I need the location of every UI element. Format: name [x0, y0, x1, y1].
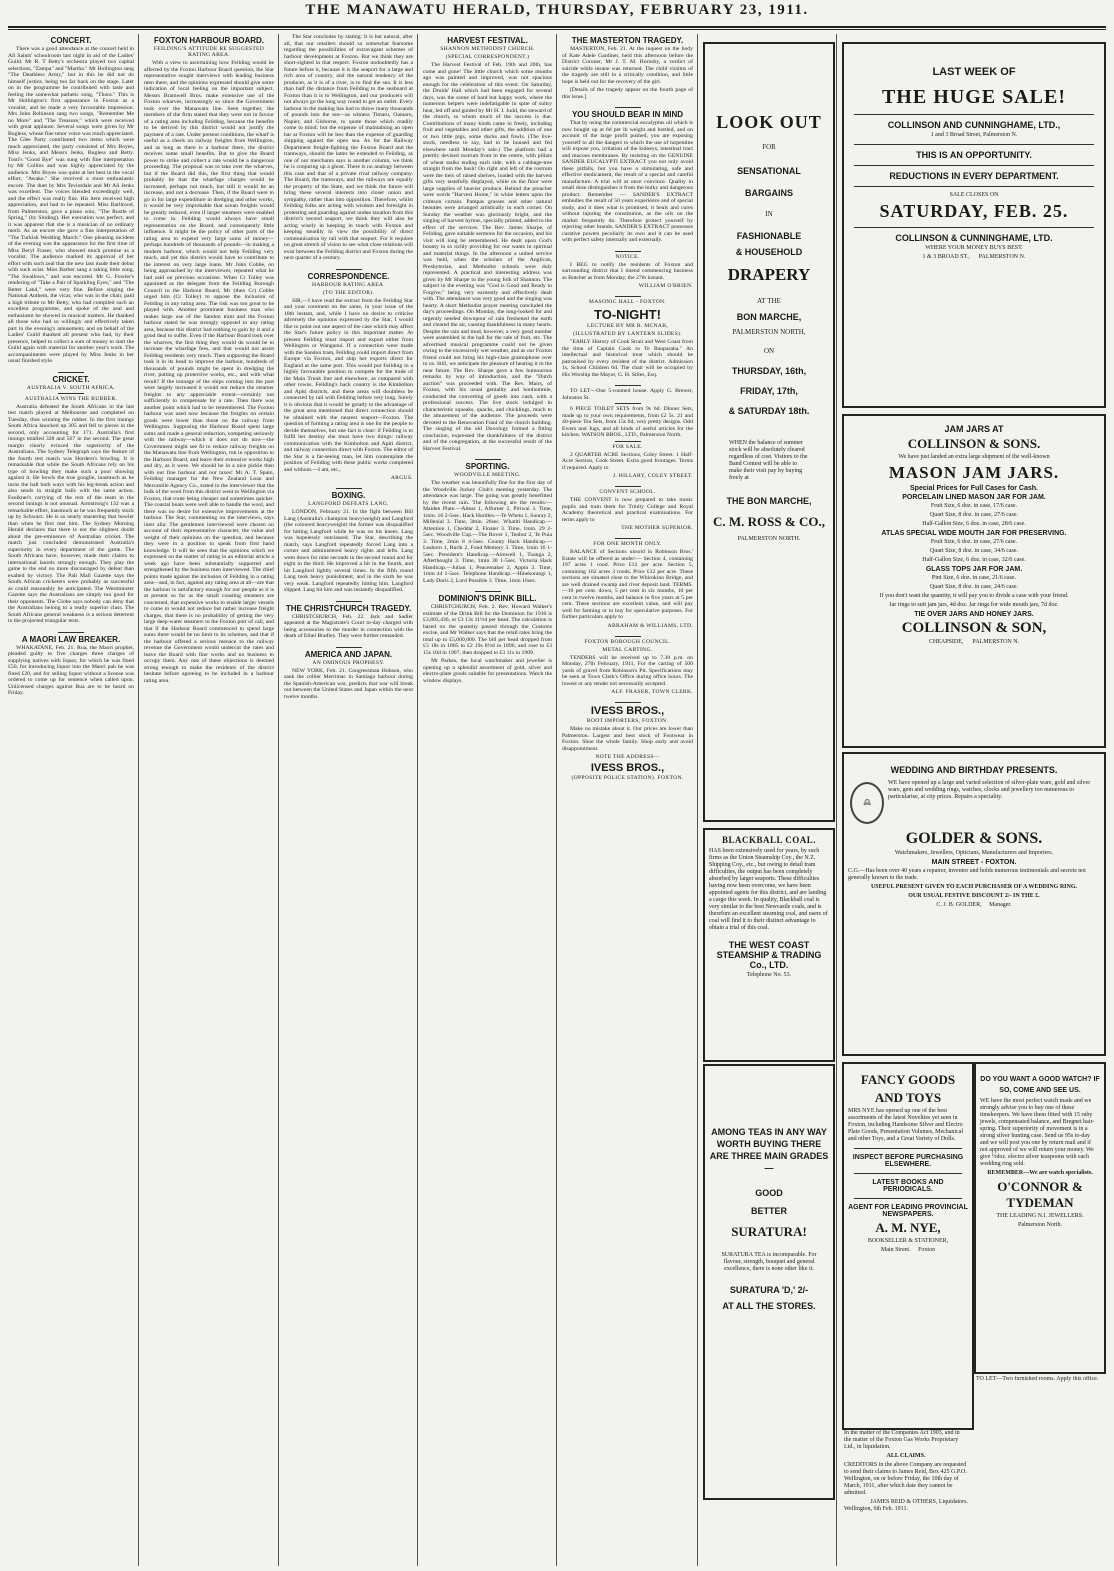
lookout-lines: [705, 143, 833, 416]
separator: [475, 459, 501, 460]
article-body: CHRISTCHURCH, Feb. 22. Jack and Sadler appeared at the Magistrate's Court to-day charged with being accessories to the murder in connection with the death of Ethel Bradley. They were further remanded.: [284, 613, 413, 639]
subheadline: BOOT IMPORTERS, FOXTON.: [586, 718, 669, 724]
separator: [615, 251, 641, 252]
headline: FOXTON HARBOUR BOARD.: [153, 36, 265, 45]
ad-line: TIE OVER JARS AND HONEY JARS.: [914, 611, 1034, 618]
article-body: With a view to ascertaining how Feilding would be affected by the Foxton Harbour Board question, the Star representative sought interviews with leading business men there, and the opinions expressed should give some indication of local feeling on the important subject. Messrs Bramwell Bros. make extensive use of the Foxton wharves, increasingly so since the Government took over the Manawatu line. Seen together, the members of the firm stated that they were not in favour of a rating area including Feilding, because the benefits to be derived by this district would not justify the payment of a rate. Under present conditions, the wharf is useful as a check on railway freights from Wellington, and as long as there is a harbour there, the district receives some small benefits. But to give the Board power to strike and collect a rate would be a dangerous proceeding. The proposal was to take over the wharves, but if the Board did this, the first thing that would probably be that the wharfage charges would be increased, perhaps not much, but still it would be an increase, and not a decrease. Then, if the Board were to go in for large expenditure in dredging and other works, it would be very improbable that ocean freights would be greatly reduced, even if larger steamers were enabled to come in. Feilding would always have small representation on the Board, and consequently little influence. It might be the policy of other parts of the rating area to expend very large sums of money—perhaps hundreds of thousands of pounds—in making a modern harbour, which would not help Feilding very much, and yet this district would have to contribute to the interest on very large loans. Mr John Cobbe, on being approached by the interviewer, repeated what he had said on previous occasions. When Cr Tolley was appointed as the delegate from the Feilding Borough Council to the Harbour Board, Mr (then Cr) Cobbe urged him (Cr Tolley) to oppose the inclusion of Feilding in any rating area. The risk was too great to be played with. Another prominent business man who makes large use of the Sandon tram and the Foxton harbour stated he was strongly opposed to any rating area, because this district had nothing to gain by it and a good deal to suffer. Even if the Harbour Board took over the wharves, the first thing they would do would be to increase the wharfage fees, and that would not assist Feilding residents very much. Then supposing the Board took it in its head to improve the harbour, hundreds of thousands of pounds might be spent in dredging the river, putting up protective works, etc., and with what result? If the tonnage of the ships coming into the port were largely increased it would not reduce the steamer freights to any appreciable extent—certainly not sufficiently to compensate for a rate. Then there was another point which had to be remembered. The Foxton harbour was used now because the freights on certain goods were lower than those on the railway from Wellington. Supposing the Harbour Board spent large sums and made a general reduction, competing seriously with the railway—which it does not do now—the Government might see fit to reduce railway freights on the Manawatu line from Wellington, run in opposition to the Harbour Board, and leave their extensive works high and dry, as it were. We should be in a nice pickle then with our fine harbour and our taxes! Mr A. T. Spain, Feilding manager for the New Zealand Loan and Mercantile Agency Co., stated to the interviewer that the bulk of the wool from this district went to Wellington via Foxton, that route being cheaper and sometimes quicker. The coastal boats were well able to handle the wool, and there was no desire for extensive improvements at the harbour. The Star, commenting on the interviews, says inter alia: The gentlemen interviewed were chosen on account of their representative character, the value and weight of their opinions on the question, and because they were in a position to speak from first hand knowledge. It will be seen that the opinions which we expressed on the matter of rating in an editorial article a week ago have been substantially supported and strengthened by the business men interviewed. The chief points made against the inclusion of Feilding in a rating area—and, in fact, against any rating area at all—are that the harbour is satisfactory enough for our people as it is at present so far as the small coasting steamers are concerned, that expensive works to enable larger vessels to come in would not reduce but rather increase freight charges, that there is no probability of getting the very large deep-water steamers to the Foxton port of call, and that if the Harbour Board commenced to spend large sums there would be no limit to its schemes, and that if the harbour offered a serious menace to the railway revenue the Government would undercut the rates and leave the Board with fine works and no business to occupy them. Any one of these objections is deemed strong enough to make the residents of the district hesitate before agreeing to be included in a harbour rating area.: [144, 60, 274, 684]
notice-title: MASONIC HALL - FOXTON.: [588, 299, 667, 305]
notice-tolet-rooms: [976, 1376, 1100, 1436]
separator: [615, 403, 641, 404]
masthead: THE MANAWATU HERALD, THURSDAY, FEBRUARY 23, 1911.: [305, 2, 809, 18]
ad-line: THIS IS AN OPPORTUNITY.: [916, 150, 1032, 160]
ad-line: BARGAINS: [744, 188, 793, 198]
ad-telephone: Telephone No. 53.: [746, 972, 792, 978]
headline: CRICKET.: [52, 374, 90, 384]
notice-convent: [562, 489, 693, 531]
ad-lookout: [703, 42, 835, 822]
headline: SPORTING.: [465, 462, 510, 471]
notice-butcher: [562, 254, 693, 290]
ad-line: IN: [765, 210, 773, 218]
notice-borough: [562, 639, 693, 696]
ad-line: USEFUL PRESENT GIVEN TO EACH PURCHASER OF A WEDDING RING.: [870, 884, 1078, 890]
article-cricket: [8, 375, 134, 625]
ad-headline: LOOK OUT: [716, 112, 822, 132]
ad-company: THE WEST COAST STEAMSHIP & TRADING Co., LTD.: [716, 940, 822, 970]
ad-line: BON MARCHE,: [736, 312, 802, 322]
ad-headline: BLACKBALL COAL.: [721, 835, 817, 845]
notice-title: CONVENT SCHOOL.: [599, 489, 656, 495]
masthead-rule: [8, 26, 1106, 28]
ad-motto: WHERE YOUR MONEY BUYS BEST.: [925, 245, 1023, 251]
column-rule: [697, 34, 698, 1566]
separator: [58, 372, 84, 373]
price-line: Half-Gallon Size, 6 doz. in case, 32/6 case.: [922, 557, 1026, 563]
ad-line: FRIDAY, 17th,: [740, 386, 798, 396]
divider: [854, 186, 1094, 187]
column-rule: [138, 34, 139, 1566]
divider: [854, 165, 1094, 166]
subheadline: METAL CARTING.: [602, 646, 653, 653]
notice-title: FOXTON BOROUGH COUNCIL.: [584, 638, 671, 645]
article-harvest: [423, 36, 552, 452]
ad-body: AMONG TEAS IN ANY WAY WORTH BUYING THERE ARE THREE MAIN GRADES—: [709, 1127, 829, 1173]
subheadline: (ILLUSTRATED BY LANTERN SLIDES).: [573, 331, 682, 337]
column-5: [562, 34, 693, 1566]
separator: [58, 393, 84, 394]
divider: [854, 114, 1094, 115]
ad-headline: WEDDING AND BIRTHDAY PRESENTS.: [890, 765, 1058, 775]
article-body: That by using the commercial eucalyptus oil which is now bought up at 6d per lb weight and bottled, and on account of the large profit pushed, you are exposing yourself to all the dangers to which the use of turpentine will expose you, irritation of the kidneys, intestinal tract and mucous membranes. By insisting on the GENUINE SANDER EUCALYPTI EXTRACT you not only avoid these pitfalls, but you have a stimulating, safe and effective medicament, the result of a special and careful manufacture. A trial will at once convince. Quality in small dose distinguishes it from the bulky and dangerous product. Remember — SANDER'S EXTRACT embodies the result of 50 years experience and of special study, and it does what is promised, it heals and cures without injuring the constitution, as the oils on the market frequently do. Therefore protect yourself by rejecting other brands. SANDER'S EXTRACT possesses curative powers peculiarly its own and it can be used with perfect safety internally and externally.: [562, 120, 693, 243]
ad-town: Foxton: [918, 1247, 936, 1253]
divider: [854, 1198, 962, 1199]
ad-firm: A. M. NYE,: [875, 1220, 941, 1235]
price-line: Pint Size, 6 doz. in case, 21/6 case.: [931, 575, 1017, 581]
ad-town: PALMERSTON N.: [972, 639, 1020, 645]
divider: [854, 1148, 962, 1149]
subheadline: LANGFORD DEFEATS LANG.: [308, 501, 389, 507]
ad-town: PALMERSTON NORTH.: [737, 536, 801, 542]
ad-line: AT THE: [757, 297, 781, 305]
ad-line: AGENT FOR LEADING PROVINCIAL NEWSPAPERS.: [848, 1204, 968, 1218]
ad-town: Palmerston North.: [1018, 1222, 1062, 1228]
notice-body: 2 QUARTER ACRE Sections, Coley Street. 1 Half-Acre Section, Cook Street. Extra good frontages. Terms if required. Apply to: [562, 451, 693, 471]
divider: [854, 144, 1094, 145]
article-concert: [8, 36, 134, 365]
notice-body: CREDITORS in the above Company are requested to send their claims to James Reid, Box 425 G.P.O. Wellington, on or before Friday, the 10th day of March, 1911, after which date they cannot be admitted.: [844, 1462, 967, 1496]
ad-address: (OPPOSITE POLICE STATION). FOXTON.: [571, 775, 684, 781]
ad-body: Make no mistake about it. Our prices are lower than Palmerston. Largest and best stock of Footwear in Foxton. Shoe the whole family. Shop early and avoid disappointment.: [562, 726, 693, 752]
ad-headline: THE HUGE SALE!: [881, 86, 1067, 108]
ad-grade: GOOD: [755, 1188, 783, 1198]
ad-mason-jars: [842, 414, 1106, 748]
ad-role: Manager.: [989, 902, 1012, 908]
ad-trade: THE LEADING N.I. JEWELLERS.: [996, 1213, 1084, 1219]
signature: J. HILLARY, COLEY STREET.: [612, 473, 693, 479]
price-line: Half-Gallon Size, 6 doz. in case, 28/6 case.: [922, 521, 1026, 527]
subheadline: (TO THE EDITOR).: [322, 289, 375, 296]
ad-line: LATEST BOOKS AND PERIODICALS.: [872, 1179, 944, 1193]
ad-line: FOR: [762, 143, 776, 151]
signature: THE MOTHER SUPERIOR.: [621, 525, 693, 531]
article-body: The Harvest Festival of Feb. 19th and 20th, has come and gone! The little church which some months ago was painted and improved, was not spacious enough for the celebration of this event. On Saturday, the Druids' Hall which had been engaged for several days, was the scene of hard but happy work, where the numerous helpers were indefatigable in spite of sultry heat, led off and guided by Mr H. J. Judd, the steward of the church, to whom much of the success is due. Contributions of many kinds came in freely, including fruit and vegetables and other gifts, the addition of one or two little pigs, some ducks and fowls. (The live-stock, needless to say, had to be housed and fed elsewhere until Monday's sale.) The platform had a prettily devised rostrum front in the centre, with pillars of wheat stalks ending each side, with a cabbage-tree straight from the bush! On right and left of the rostrum were the tiers of raised shelves, loaded with the harvest gifts very tastefully displayed, while on the floor were large supplies of heavier produce. Behind the preacher were words "Harvest Home," in white letters upon the crimson curtain. Pampas grasses and other natural beauties were arranged artistically in each corner. On Sunday the weather was gloriously bright, and the singing of harvest hymns, specially printed, added to the effect of the services. The Rev. James Sharpe, of Feilding, gave suitable sermons for the occasion, and his visit will long be remembered. He dealt upon God's bounty in so richly providing for our wants in spiritual and material things. In the afternoon a united service was held, when the scholars of the Anglican, Presbyterian, and Methodist schools were duly represented. A practical and interesting address was given by Mr Sharpe to the young folk of Shannon. The subject in the evening was "God is Good and Ready to Forgive," being very earnestly and effectively dealt with. The attendance was very good and the singing was hearty. A short Methodist prayer meeting concluded the day's proceedings. On Monday, the long-looked for and urgently needed downpour of rain freshened the earth and cleared the air, causing thankfulness in many hearts. Despite the rain and mud, however, a very good number were assembled in the hall for the sale of fruit, etc. The advertised musical programme could not be given owing to the excessively wet weather, and as our Foxton friend could not bring his high-class gramophone over to us. Still, we anticipate the pleasure of hearing it in the near future. The Rev. Sharpe gave a few humourous remarks by way of introduction, and the "Dutch auction" was proceeded with. The Rev. Mairs, of Foxton, with his usual geniality and bonhommie, conducted the converting of goods into cash, with a professional success. The live stock indulged in characteristic squeaks, quacks, and chicklings, much to the amusement of the audience. The proceeds were devoted to the Renovation Fund of the church building. The singing of the old Doxology formed a fitting conclusion, expressed the thankfulness of the district and of the congregation, at the successful result of the Harvest Festival.: [423, 62, 552, 452]
ad-firm: COLLINSON & SON,: [901, 620, 1047, 636]
subheadline: WOODVILLE MEETING.: [454, 472, 521, 478]
headline: THE MASTERTON TRAGEDY.: [571, 36, 684, 45]
separator: [615, 441, 641, 442]
article-body: There was a good attendance at the concert held in All Saints' schoolroom last night in aid of the Ladies' Guild. Mr R. T Betty's orchestra played two capital selections, "Zampa" and "Martha." Mr Hollington sang "The Deathless Army," but in this he did not do himself justice, being too far back on the stage. Later on in the programme he contributed with taste and feeling the somewhat pathetic song, "Thora." This is Mr Hollington's first appearance in Foxton as a vocalist, and he made a very favourable impression. Mrs John Robinson sang two songs, "Remember Me no More" and "The Treasure," which were received with great applause. Several songs were given by Mr Bugless, whose fine tenor voice was much appreciated. The Glee Party contributed two items which were much appreciated, the party consisted of Mrs Boyes, Miss Jenks, and Messrs Jenks, Bugless and Betty. Tosti's "Good Bye" was sung with fine interpretation by Mr Collins and was highly appreciated by the audience. Mrs Boyes was quite at her best in the vocal effort, "Awake." She received a most enthusiastic encore. The duet by Mrs Teviotdale and Mr Ali Jenks was excellent. The voices blended exceedingly well, and the effect was really fine. His item received high appreciation, and had to be repeated. Miss Barltrood, from Palmerston, gave a piano solo, "The Rustle of Spring," (by Sinding). Her execution was perfect, and it was apparent that she is a musician of no ordinary merit. As an encore she gave a fine interpretation of "The Turkish Wedding March." One pleasing incident of the evening was the appearance for the first time of Miss Beryl Fraser, who showed much promise as a vocalist. The audience marked its approval of her effort with such zeal that the new lass made their debut with such eclat. Miss Barber sang a taking little song, "The Swallows," and was encored. Mr G. Fowler's rendering of "Take a Pair of Sparkling Eyes," and "The Better Land," were very fine. Before singing the National Anthem, the vicar, who was in the chair, paid a high tribute to Mr Betty, who had compiled such an excellent programme, and spoke of the zeal and enthusiasm he showed in musical matters. He thanked all those who had so willingly and effectively taken part in the evening's amusement, and on behalf of the Ladies' Guild thanked all present who had, by their presence, helped to collect a sum of money to start the Guild again with material for another year's work. The accompaniments were played by Miss Jenks in her usual finished style.: [8, 46, 134, 364]
headline: HARVEST FESTIVAL.: [447, 36, 528, 45]
headline: DOMINION'S DRINK BILL.: [438, 594, 537, 603]
ad-address-line: [848, 254, 1100, 261]
separator: [58, 632, 84, 633]
article-body: WHAKATANE, Feb. 21. Rua, the Maori prophet, pleaded guilty to five charges three charges of supplying natives with liquor, for which he was fined £50, for introducing liquor into the Maori pah he was fined £20, and for selling liquor without a license was ordered to come up for sentence when called upon. Unlicensed charges against Rua are to be heard on Friday.: [8, 644, 134, 696]
headline: YOU SHOULD BEAR IN MIND: [571, 110, 684, 119]
price-line: Quart Size, 8 doz. in case, 24/6 case.: [929, 584, 1019, 590]
article-body: The weather was beautifully fine for the first day of the Woodville Jockey Club's meeting yesterday. The attendance was large. The going was greatly benefitted by the recent rain. The following are the results:— Maiden Plate.—Altear 1, Alfurner 2, Piriwai 3. Time, 1min. 16 2-5sec. Hack Hurdles.—Te Whetu 1, Sunray 2, Millenial 3. Time, 3min. 26sec. Whatiti Handicap.—Attention 1, Cheddar 2, Floater 3. Time, 1min. 29 2-5sec. Woodville Cup.—The Rover 1, Tenbur 2, Te Puia 3. Time, 2min 8 4-5sec. County Hack Handicap.—Leahorn 1, Rurik 2, Fond Memory 3. Time, 1min 16 1-5sec. President's Handicap.—Aimwell 1, Toanga 2, Afterthought 3. Time, 1min 30 1-5sec. Victoria Hack Handicap.—Julian 1, Peacemaker 2, Appin 3. Time, 1min 44 1-5sec. Telephone Handicap.—Hinekorangi 1, Lady Doris 2, Lord Possible 3. Time, 1min 16sec.: [423, 480, 552, 584]
ad-grade: BETTER: [751, 1206, 787, 1216]
ad-headline: IVESS BROS.,: [590, 705, 665, 717]
ad-line: ON: [763, 347, 775, 355]
ad-body: WE have opened up a large and varied selection of silver-plate ware, gold and silver ware, gem and wedding rings, watches, clocks and jewellery too numerous to particularise, at city prices. Repairs a speciality.: [888, 780, 1091, 800]
column-1: [8, 34, 134, 1566]
article-body: SIR,—I have read the extract from the Feilding Star and your comment on the same, in your issue of the 18th instant, and, while I have no desire to criticise adversely the opinions expressed by the Star, I would like to point out one aspect of the case which may affect the Star's future policy in this important matter. At present Feilding must import and export either from Wellington or Wanganui. If a connection were made with the Sandon tram, Feilding could import direct from Europe via Foxton, and ship her exports direct for England at the same port. This would put Feilding in a highly favourable position to compete for the trade of the Main Trunk line and elsewhere, as compared with other towns. Feilding's back country is the Kimbolton and Apiti districts, and these areas will doubtless be connected by rail with Feilding before very long. Surely it is obvious that it would be greatly to the advantage of the great area mentioned that direct connection should be obtained with the nearest seaport—Foxton. The question of forming a rating area is one for the people to decide themselves, but one fact is clear: if Feilding is to fulfil her destiny she must have two things: railway communication with the Kimbolton and Apiti district, and railway connection direct with Foxton. The editor of the Star is a far-seeing man, let him contemplate the position of Feilding with these public works completed and without.—I am, etc.,: [284, 297, 413, 473]
price-line: Fruit Size, 6 doz. in case, 17/6 case.: [930, 503, 1018, 509]
article-body: CHRISTCHURCH, Feb. 2. Rev. Howard Walker's estimate of the Drink Bill for the Dominion for 1910 is £3,803,436, or £3 13s 11½d per head. The calculation is based on the quantity passed through the Customs excise, and Mr Walker says that the retail rates bring the total up to £5,000,000. The bill per head dropped from £3 18s in 1885 to £2 19s 8½d in 1896, and rose to £3 15s 10d in 1907, then dropped to £3 11s in 1909.: [423, 604, 552, 656]
signature: WILLIAM O'BRIEN.: [638, 283, 693, 289]
separator: [615, 107, 641, 108]
ad-golder: [842, 752, 1106, 1056]
ad-line: THURSDAY, 16th,: [731, 366, 807, 376]
ad-signature-line: [848, 902, 1100, 909]
subheadline: AUSTRALIA V. SOUTH AFRICA.: [26, 384, 116, 391]
ad-line: If you don't want the quantity, it will pay you to divide a case with your friend.: [879, 593, 1069, 599]
ad-line: INSPECT BEFORE PURCHASING ELSEWHERE.: [852, 1154, 964, 1168]
ad-line: FASHIONABLE: [736, 231, 802, 241]
separator: [475, 591, 501, 592]
ad-line: ATLAS SPECIAL WIDE MOUTH JAR FOR PRESERVING.: [881, 530, 1067, 537]
ad-line: We have just landed an extra large shipment of the well-known: [898, 454, 1050, 460]
ad-shop: THE BON MARCHE,: [726, 496, 812, 506]
ad-line: JAM JARS AT: [944, 424, 1004, 434]
article-body: LONDON, February 21. In the fight between Bill Lang (Australia's champion heavyweight) and Langford (the coloured heavyweight) the former was disqualified for hitting Langford while he was on his knees. Lang was hopelessly outclassed. The Star, describing the match, says Langford repeatedly forced Lang into a corner and administered heavy rights and lefts. Lang went down for nine seconds in the second round and for eight in the third. He improved a bit in the fourth, and hit Langford lightly several times. In the fifth round Lang took heavy punishment, and in the sixth he was very weak. Langford repeatedly hitting him. Langford slipped. Lang hit him and was instantly disqualified.: [284, 509, 413, 593]
ad-body: MRS NYE has opened up one of the best assortments of the latest Novelties yet seen in Foxton, including Handsome Silver and Electro Plate Goods, Presentation Volumes, Mechanical and other Toys, and a Great Variety of Dolls.: [848, 1108, 964, 1142]
article-note: [Details of the tragedy appear on the fourth page of this issue.]: [562, 87, 693, 100]
golder-body-row: [850, 778, 1098, 828]
article-drink-bill: [423, 594, 552, 684]
separator: [336, 488, 362, 489]
ad-line: OUR USUAL FESTIVE DISCOUNT 2/- IN THE £.: [908, 893, 1040, 899]
ad-town: PALMERSTON N.: [978, 254, 1026, 260]
ad-headline: MASON JAM JARS.: [888, 463, 1060, 482]
notice-masonic: [562, 299, 693, 378]
notice-for-sale: [562, 444, 693, 480]
headline: CONCERT.: [50, 36, 92, 45]
ad-headline: IVESS BROS.,: [590, 762, 665, 774]
ad-firm: COLLINSON AND CUNNINGHAME, LTD.,: [887, 120, 1061, 130]
article-body: NEW YORK, Feb. 21. Congressman Hobson, who sank the collier Merrimac in Santiago harbour during the Spanish-American war, predicts that war will break out between the United States and Japan within the next twelve months.: [284, 667, 413, 700]
column-4: [423, 34, 552, 1566]
ad-firm: O'CONNOR & TYDEMAN: [997, 1179, 1083, 1210]
subheadline: AN OMINOUS PROPHESY.: [312, 659, 385, 666]
article-boxing: [284, 491, 413, 594]
ad-firm: COLLINSON & CUNNINGHAME, LTD.: [895, 233, 1053, 243]
notice-gasworks: [844, 1430, 968, 1566]
ad-line: SALE CLOSES ON: [949, 192, 999, 198]
notice-body: In the matter of the Companies Act 1903, and in the matter of the Foxton Gas Works Proprietary Ltd., in liquidation.: [844, 1430, 960, 1450]
notice-toilet-sets: 6 PIECE TOILET SETS from 9s 6d. Dinner Sets, made up to your own requirements, from £2 5s. 21 and 40-piece Tea Sets, from 15s 6d, very pretty designs. Odd Ewers and Jugs, and all kinds of useful articles for the kitchen. WATSON BROS., LTD., Palmerston North.: [562, 406, 693, 438]
ad-line: REDUCTIONS IN EVERY DEPARTMENT.: [889, 171, 1059, 181]
ad-address: MAIN STREET - FOXTON.: [931, 859, 1017, 866]
article-masterton: [562, 36, 693, 100]
ad-shop: C. M. ROSS & CO.,: [713, 514, 825, 529]
column-rule: [278, 34, 279, 1566]
column-rule: [556, 34, 557, 1566]
signature: JAMES REID & OTHERS, Liquidators.: [870, 1499, 968, 1505]
ad-headline: FANCY GOODS: [860, 1072, 956, 1087]
article-body: Mr Parkes, the local watchmaker and jeweller is opening up a splendid assortment of gold, silver and electro-plate goods suitable for presentations. Watch the window displays.: [423, 658, 552, 684]
headline: AMERICA AND JAPAN.: [304, 649, 393, 659]
ad-headline: AND TOYS: [874, 1090, 942, 1105]
ad-line: & HOUSEHOLD: [735, 247, 803, 257]
ad-line: REMEMBER—We are watch specialists.: [987, 1170, 1093, 1176]
signature: ALF. FRASER, TOWN CLERK.: [611, 689, 693, 695]
ad-address-line: [848, 639, 1100, 646]
notice-body: TO LET—Two furnished rooms. Apply this office.: [976, 1376, 1099, 1382]
column-2: [144, 34, 274, 1566]
subheadline: LECTURE BY MR R. MCNAB,: [587, 323, 668, 329]
ad-stores: AT ALL THE STORES.: [722, 1301, 816, 1311]
separator: [615, 538, 641, 539]
notice-body: BALANCE of Sections unsold in Robinson Bros.' Estate will be offered as under:— Section 4, containing 197 acres 1 rood. Price £12 per acre. Section 5, containing 162 acres 3 roods. Price £12 per acre. These sections are situated close to the Whirokino Bridge, and are well drained swamp and river deposit land. TERMS.—10 per cent. down, 5 per cent in six months, 10 per cent in twelve months, and balance in five years at 5 per cent. These sections are excellent value, and will pay well for farming or to buy for speculative purposes. For further particulars apply to: [562, 549, 693, 620]
ad-body: WE have the most perfect watch made and we strongly advise you to buy one of these timekeepers. We have them fitted with 15 ruby jewels, compensated balance, and Bregnet hair-spring. Their superiority of movement is in a strong silver hunting case. Send us 95s to-day and we will post you one by return mail and if not approved of we will return your money. We give ½doz. electro silver teaspoons with each wedding ring sold.: [980, 1098, 1095, 1167]
subheadline: (SPECIAL CORRESPONDENT.): [445, 54, 530, 60]
article-sporting: [423, 462, 552, 584]
notice-title: FOR SALE.: [612, 443, 643, 450]
ad-trades: Watchmakers, Jewellers, Opticians, Manufacturers and Importers.: [894, 850, 1054, 856]
ad-line: SENSATIONAL: [737, 166, 801, 176]
ad-huge-sale: [842, 42, 1106, 408]
notice-body: THE CONVENT is now prepared to take music pupils and train them for Trinity College and Royal Academy theoretical and practical examinations. For terms apply to: [562, 497, 693, 523]
notice-body: I BEG to notify the residents of Foxton and surrounding district that I intend commencing business as Butcher as from Monday, the 27th instant.: [562, 261, 693, 281]
ad-ivess: [562, 705, 693, 781]
separator: [336, 647, 362, 648]
notice-title: NOTICE.: [615, 253, 640, 260]
article-maori: [8, 635, 134, 697]
signature: ARGUS.: [390, 475, 413, 481]
ad-body: WHEN the balance of summer stock will be absolutely cleared regardless of cost. Visitors to the Band Contest will be able to make their visit pay by buying freely at: [729, 440, 808, 481]
ad-date: SATURDAY, FEB. 25.: [879, 201, 1069, 221]
ad-line: DRAPERY: [727, 265, 811, 284]
article-star: [284, 34, 413, 262]
subheadline: FEILDING'S ATTITUDE RE SUGGESTED RATING AREA.: [153, 46, 265, 58]
price-line: Quart Size, 8 doz. in case, 27/6 case.: [929, 512, 1019, 518]
headline: A MAORI LAW BREAKER.: [21, 634, 121, 644]
price-line: Quart Size, 8 doz. in case, 34/6 case.: [929, 548, 1019, 554]
subheadline: SHANNON METHODIST CHURCH.: [440, 46, 535, 52]
notice-title: ALL CLAIMS.: [886, 1453, 926, 1459]
ad-trade: BOOKSELLER & STATIONER,: [867, 1238, 949, 1244]
ad-brand: SURATURA!: [731, 1224, 807, 1239]
article-body: The Star concludes by stating: It is but natural, after all, that our retailers should so somewhat fearsome regarding the possibilities of extravagant schemes of harbour development at Foxton. But we think they are short-sighted in that respect. Foxton undoubtedly has a future before it, because it is the seaport for a large and rich area of country, and the natural tendency of the producer, as it is of a river, is to find the sea. It is less than half the distance from Feilding to the seaboard at Foxton than it is to Wellington, and our producers will not always go the long way round to get an outlet. Every harbour in the making has had to throw many thousands of pounds into the sea—as witness Timaru, Oamaru, Napier, and Gisborne, to quote those which readily come to mind; but the expense of maintaining an open bar at Foxton will be less than the expense of guarding shipping against the open sea. As for the Railway Department freight-fighting the Foxton Board and the tramways, should the latter be extended to Feilding, as one of our merchants says is another column, we think he is conjuring up a ghost. There is no analogy between this case and that of a private rival railway company. The Board, the tramways, and the railways are equally the property of the State, and we think the future will bring these several interests into closer union and sympathy, rather than into opposition. Therefore, whilst Feilding folks are acting with wisdom and foresight in protesting and guarding against undue taxation from this district's second seaport, we think they will also be acting wisely in keeping in touch with Foxton and keeping steadily in view the possibility of direct communication by rail with that seaport. For it requires no great stretch of vision to see what close relations will exist between the Feilding district and Foxton during the next quarter of a century.: [284, 34, 413, 261]
ad-address: 1 and 3 Broad Street, Palmerston N.: [930, 132, 1018, 138]
separator: [336, 601, 362, 602]
ad-street: CHEAPSIDE,: [928, 639, 964, 645]
notice-tolet: TO LET—One 5-roomed house. Apply G. Brewer, Johnston St.: [562, 388, 693, 401]
article-body: MASTERTON, Feb. 21. At the inquest on the body of Kate Adele Gardiner, held this afternoon before the District Coroner, Mr J. T. M. Hornsby, a verdict of suicide while insane was returned. The child victims of the tragedy are still in a critically condition, and little hope is held out for the recovery of the girl.: [562, 46, 693, 85]
ad-line: Special Prices for Full Cases for Cash.: [910, 485, 1038, 492]
column-rule: [836, 34, 837, 1566]
ad-line: PALMERSTON NORTH,: [732, 328, 806, 336]
ad-fancy-goods: [842, 1062, 974, 1430]
headline: THE CHRISTCHURCH TRAGEDY.: [285, 603, 412, 613]
ad-body: HAS been extensively used for years, by such firms as the Union Steamship Coy., the N.Z. Shipping Coy., etc., but owing to detail tram difficulties, the output has been completely absorbed by larger seaports. These difficulties having now been overcome, we have been appointed agents for this district, and are landing a cargo this week. In quality, Blackball coal is very similar to the best Newcastle coals, and is therefore an excellent steaming coal, and users of coal will find it to their distinct advantage to obtain a trial of this coal.: [709, 848, 828, 931]
separator: [336, 269, 362, 270]
separator: [615, 702, 641, 703]
ad-blackball: [703, 828, 835, 1062]
subheadline: HARBOUR RATING AREA.: [312, 281, 385, 288]
masthead-rule-thin: [8, 29, 1106, 30]
headline: BOXING.: [331, 491, 366, 500]
clock-icon: 🕰: [850, 782, 884, 824]
ad-street: Main Street.: [880, 1247, 911, 1253]
divider: [854, 1173, 962, 1174]
article-bear-in-mind: [562, 110, 693, 244]
notice-title: FOR ONE MONTH ONLY.: [593, 541, 662, 547]
headline: CORRESPONDENCE.: [307, 271, 390, 281]
ad-line: LAST WEEK OF: [932, 66, 1016, 78]
ad-note: NOTE THE ADDRESS—: [595, 754, 660, 760]
ad-address: 1 & 3 BROAD ST.,: [922, 254, 970, 260]
ad-address-line: [848, 1247, 968, 1254]
article-foxton-harbour: [144, 36, 274, 684]
ad-firm: GOLDER & SONS.: [905, 830, 1043, 847]
ad-headline: DO YOU WANT A GOOD WATCH? IF SO, COME AND SEE US.: [980, 1076, 1100, 1094]
separator: [615, 636, 641, 637]
separator: [615, 296, 641, 297]
article-america-japan: [284, 650, 413, 701]
column-rule: [417, 34, 418, 1566]
article-body: Australia defeated the South Africans in the last test match played at Melbourne and completed on Tuesday, thus winning the rubber. In the first innings South Africa knocked up 305 and fell to pieces in the second, only accounting for 171. Australia's first innings totalled 328 and 567 in the second. The great margin clearly evinced the superiority of the Australians. The Sydney Telegraph says the feature of the fourth test match was Hordern's bowling. It is remarkable that while the South Africans rely on his type of bowling they make such a poor showing against it. He bowls the true googlie, inasmuch as he turns the ball both ways with his leg-break action and also sends in straight balls with the same action. Faulkner's carrying of the rest of the team in the second innings is not unusual. Armstrong's 132 was a remarkable effort, inasmuch as he was frequently stuck up by Schwarz. He is so nearly mastering that bowler than when he first met him. The Sydney Morning Herald declares that there is not the slightest doubt about the pre-eminence of Australian cricket. The match just concluded demonstrated Australia's superiority in every department of the game. The South Africans have, however, made their claims to international laurels strongly enough. They play the game to the end no more discouraged by defeat than exalted by victory. The Pall Mall Gazette says the South African cricketers were probably as successful as could reasonably be anticipated. The Westminster Gazette says the Australians are simply too good for their opponents. The Globe says nobody can deny that the Australians belong to a really superior class. The South Africans general weakness is a serious deterrent to the projected triangular tests.: [8, 403, 134, 624]
separator: [615, 385, 641, 386]
notice-one-month: [562, 541, 693, 629]
signature: ABRAHAM & WILLIAMS, LTD.: [607, 622, 693, 629]
ad-price: SURATURA 'D,' 2/-: [729, 1285, 809, 1295]
column-3: [284, 34, 413, 1566]
ad-claim: SURATURA TEA is incomparable. For flavour, strength, bouquet and general excellence, there is none other like it.: [721, 1252, 817, 1272]
ad-watch: [974, 1062, 1106, 1374]
divider: [854, 227, 1094, 228]
article-correspondence: [284, 272, 413, 482]
separator: [615, 486, 641, 487]
subheadline: AUSTRALIA WINS THE RUBBER.: [24, 395, 118, 402]
article-christchurch: [284, 604, 413, 640]
notice-body: "EARLY History of Cook Strait and West Coast from the time of Captain Cook to Te Rauparaha." An intellectual and historical treat which should be patronised by every resident of the district. Admission 1s, School Children 6d. The chair will be occupied by His Worship the Mayor, G. H. Stiles, Esq.: [562, 339, 693, 378]
ad-body: C.G.—Has been over 40 years a repairer, inventor and holds numerous testimonials and secrets not generally known to the trade.: [848, 868, 1086, 881]
notice-headline: TO-NIGHT!: [594, 307, 661, 322]
ad-line: Jar rings to suit jam jars, 4d doz. Jar rings for wide mouth jars, 7d doz.: [889, 602, 1059, 608]
ad-headline: COLLINSON & SONS.: [907, 436, 1041, 451]
ad-line: GLASS TOPS JAR FOR JAM.: [925, 566, 1023, 573]
ad-signature: C. J. B. GOLDER,: [936, 902, 982, 908]
price-line: Fruit Size, 6 doz. in case, 27/6 case.: [930, 539, 1018, 545]
ad-line: PORCELAIN LINED MASON JAR FOR JAM.: [902, 494, 1046, 501]
ad-suratura: [703, 1064, 835, 1500]
notice-date: Wellington, 6th Feb. 1911.: [844, 1506, 908, 1512]
notice-body: TENDERS will be received up to 7.30 p.m. on Monday, 27th February, 1911, For the carting of 500 yards of gravel from Robinson's Pit. Specifications may be seen at Town Clerk's Office during office hours. The lowest or any tender not necessarily accepted.: [562, 654, 693, 687]
ad-line: & SATURDAY 18th.: [728, 406, 810, 416]
